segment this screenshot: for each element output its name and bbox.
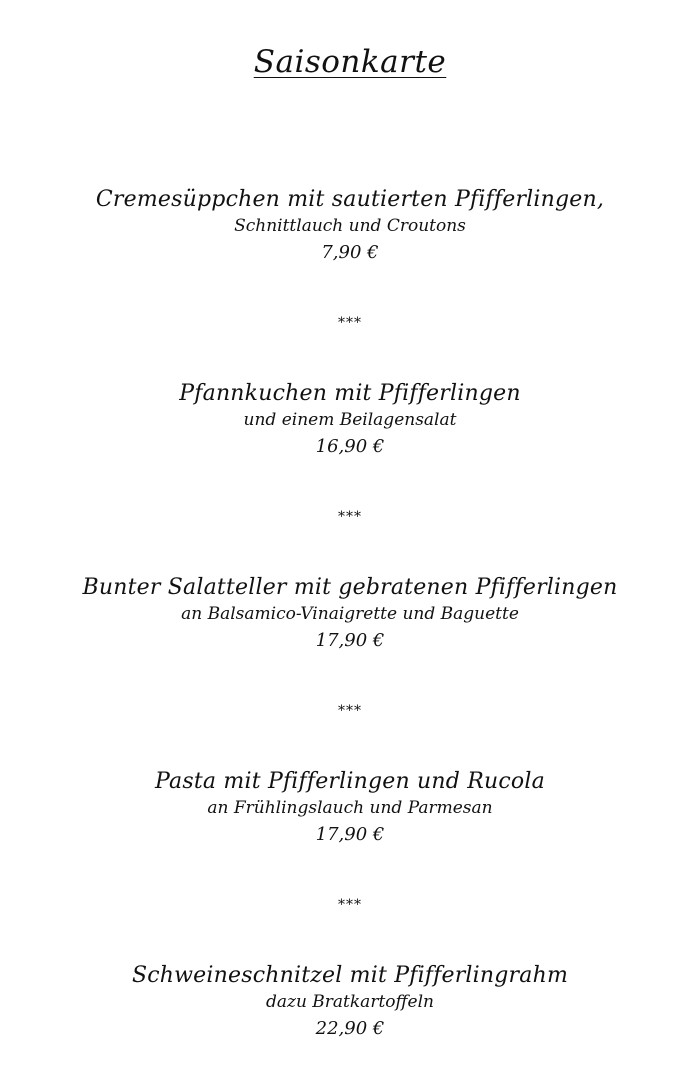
dish-item [0,574,700,656]
dish-item [0,962,700,1044]
separator: *** [338,897,362,913]
dish-description: an Frühlingslauch und Parmesan [207,798,493,818]
dish-name: Pasta mit Pfifferlingen und Rucola [155,769,545,794]
dish-name: Cremesüppchen mit sautierten Pfifferlingen, [95,187,605,212]
dish-item [0,186,700,268]
dish-name: Schweineschnitzel mit Pfifferlingrahm [131,963,569,988]
dish-item [0,768,700,850]
dish-price: 17,90 € [315,824,385,845]
dish-price: 22,90 € [315,1018,385,1039]
dish-name: Bunter Salatteller mit gebratenen Pfifferlingen [82,575,618,600]
dish-price: 16,90 € [315,436,385,457]
dish-description: dazu Bratkartoffeln [265,992,435,1012]
dish-description: und einem Beilagensalat [243,410,457,430]
page-title: Saisonkarte [253,44,447,80]
separator: *** [338,703,362,719]
separator: *** [338,509,362,525]
dish-price: 17,90 € [315,630,385,651]
dish-price: 7,90 € [321,242,379,263]
separator: *** [338,315,362,331]
dish-name: Pfannkuchen mit Pfifferlingen [179,381,521,406]
dish-description: Schnittlauch und Croutons [234,216,466,236]
dish-item [0,380,700,462]
dish-description: an Balsamico-Vinaigrette und Baguette [181,604,519,624]
